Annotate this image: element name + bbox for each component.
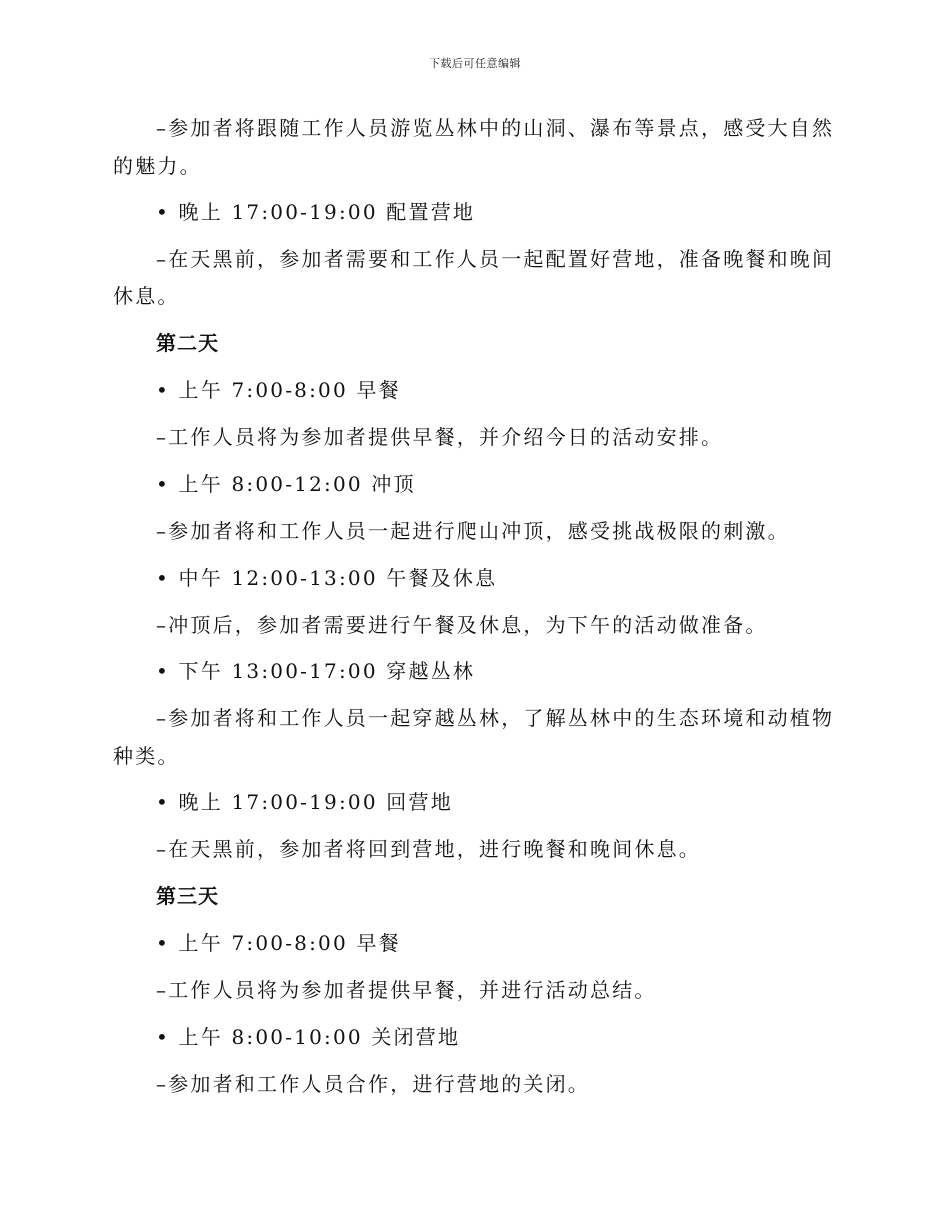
day-heading: 第二天: [156, 331, 219, 355]
paragraph-line: –工作人员将为参加者提供早餐，并介绍今日的活动安排。: [156, 425, 724, 449]
paragraph-line: –参加者将跟随工作人员游览丛林中的山洞、瀑布等景点，感受大自然: [156, 116, 835, 140]
paragraph-line: 的魅力。: [113, 154, 202, 178]
paragraph-line: –冲顶后，参加者需要进行午餐及休息，为下午的活动做准备。: [156, 613, 768, 637]
paragraph-line: –参加者将和工作人员一起进行爬山冲顶，感受挑战极限的刺激。: [156, 519, 790, 543]
schedule-item: • 晚上 17:00-19:00 配置营地: [156, 200, 476, 224]
paragraph-line: –在天黑前，参加者将回到营地，进行晚餐和晚间休息。: [156, 837, 701, 861]
paragraph-line: 休息。: [113, 284, 180, 308]
paragraph-line: 种类。: [113, 744, 180, 768]
schedule-item: • 上午 7:00-8:00 早餐: [156, 378, 401, 402]
paragraph-line: –工作人员将为参加者提供早餐，并进行活动总结。: [156, 978, 657, 1002]
schedule-item: • 上午 8:00-10:00 关闭营地: [156, 1025, 461, 1049]
day-heading: 第三天: [156, 884, 219, 908]
paragraph-line: –参加者将和工作人员一起穿越丛林，了解丛林中的生态环境和动植物: [156, 706, 835, 730]
schedule-item: • 上午 8:00-12:00 冲顶: [156, 472, 416, 496]
paragraph-line: –参加者和工作人员合作，进行营地的关闭。: [156, 1072, 590, 1096]
schedule-item: • 上午 7:00-8:00 早餐: [156, 931, 401, 955]
schedule-item: • 中午 12:00-13:00 午餐及休息: [156, 566, 498, 590]
paragraph-line: –在天黑前，参加者需要和工作人员一起配置好营地，准备晚餐和晚间: [156, 247, 835, 271]
schedule-item: • 晚上 17:00-19:00 回营地: [156, 790, 453, 814]
page-header: 下载后可任意编辑: [429, 57, 521, 70]
schedule-item: • 下午 13:00-17:00 穿越丛林: [156, 659, 476, 683]
